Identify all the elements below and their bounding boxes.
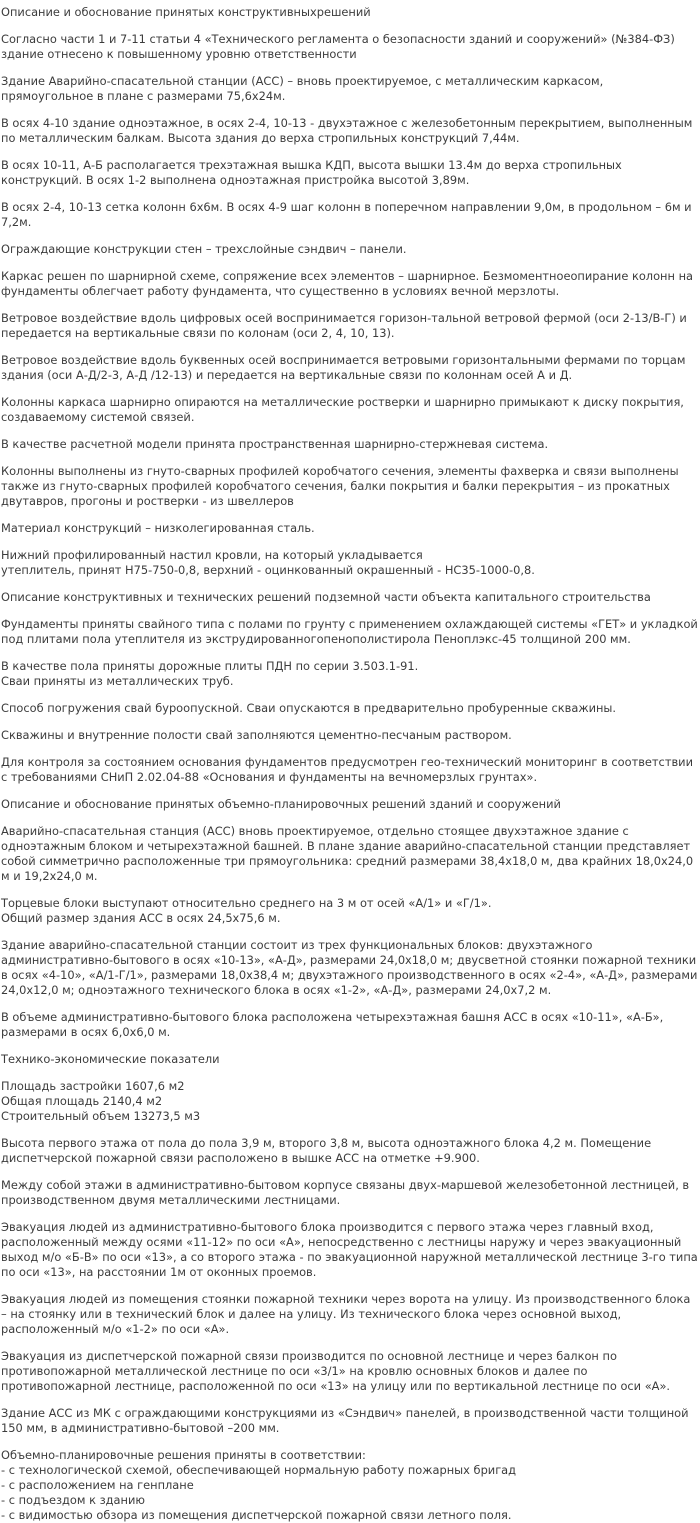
paragraph: Фундаменты приняты свайного типа с полами по грунту с применением охлаждающей системы «ГЕТ» и укладкой под плитами пола утеплителя из экструдированногопенополистирола Пеноплэкс-45 толщиной 200 мм.	[1, 617, 698, 646]
paragraph: Аварийно-спасательная станция (АСС) вновь проектируемое, отдельно стоящее двухэтажное здание с одноэтажным блоком и четырехэтажной башней. В плане здание аварийно-спасательной станции представляет собой симметрично расположенные три прямоугольника: средний размерами 38,4х18,0 м, два крайних 18,0х24,0 м и 19,2х24,0 м.	[1, 824, 694, 883]
paragraph: В осях 4-10 здание одноэтажное, в осях 2-4, 10-13 - двухэтажное с железобетонным перекрытием, выполненным по металлическим балкам. Высота здания до верха стропильных конструкций 7,44м.	[1, 116, 693, 145]
paragraph: Описание конструктивных и технических решений подземной части объекта капитального строительства	[1, 590, 651, 604]
paragraph: В объеме административно-бытового блока расположена четырехэтажная башня АСС в осях «10-11», «А-Б», размерами в осях 6,0х6,0 м.	[1, 1010, 664, 1039]
paragraph: Эвакуация людей из административно-бытового блока производится с первого этажа через главный вход, расположенный между осями «11-12» по оси «А», непосредственно с лестницы наружу и через эвакуационный выход м/о «Б-В» по оси «13», а со второго этажа - по эвакуационной наружной металлической лестнице 3-го типа по оси «13», на расстоянии 1м от оконных проемов.	[1, 1220, 698, 1279]
paragraph: Скважины и внутренние полости свай заполняются цементно-песчаным раствором.	[1, 728, 512, 742]
paragraph: Материал конструкций – низколегированная сталь.	[1, 521, 315, 535]
paragraph: Ограждающие конструкции стен – трехслойные сэндвич – панели.	[1, 242, 407, 256]
paragraph: Колонны выполнены из гнуто-сварных профилей коробчатого сечения, элементы фахверка и связи выполнены также из гнуто-сварных профилей коробчатого сечения, балки покрытия и балки перекрытия – из прокатных двутавров, прогоны и ростверки - из швеллеров	[1, 464, 679, 508]
paragraph: Ветровое воздействие вдоль буквенных осей воспринимается ветровыми горизонтальными фермами по торцам здания (оси А-Д/2-3, А-Д /12-13) и передается на вертикальные связи по колоннам осей А и Д.	[1, 353, 686, 382]
paragraph: Объемно-планировочные решения приняты в соответствии: - с технологической схемой, обеспечивающей нормальную работу пожарных бригад - с расположением на генплане - с подъездом к зданию - с видимостью обзора из помещения диспетчерской пожарной связи летного поля.	[1, 1448, 517, 1522]
paragraph: Технико-экономические показатели	[1, 1052, 220, 1066]
paragraph: Торцевые блоки выступают относительно среднего на 3 м от осей «А/1» и «Г/1». Общий размер здания АСС в осях 24,5х75,6 м.	[1, 896, 492, 925]
paragraph: Нижний профилированный настил кровли, на который укладывается утеплитель, принят Н75-750-0,8, верхний - оцинкованный окрашенный - НС35-1000-0,8.	[1, 548, 535, 577]
paragraph: В качестве расчетной модели принята пространственная шарнирно-стержневая система.	[1, 437, 549, 451]
paragraph: Описание и обоснование принятых объемно-планировочных решений зданий и сооружений	[1, 797, 561, 811]
paragraph: Эвакуация из диспетчерской пожарной связи производится по основной лестнице и через балкон по противопожарной металлической лестнице по оси «3/1» на кровлю основных блоков и далее по противопожарной лестнице, расположенной по оси «13» на улицу или по вертикальной лестнице по оси «А».	[1, 1349, 671, 1393]
paragraph: Между собой этажи в административно-бытовом корпусе связаны двух-маршевой железобетонной лестницей, в производственном двумя металлическими лестницами.	[1, 1178, 690, 1207]
paragraph: В осях 10-11, А-Б располагается трехэтажная вышка КДП, высота вышки 13.4м до верха стропильных конструкций. В осях 1-2 выполнена одноэтажная пристройка высотой 3,89м.	[1, 158, 622, 187]
paragraph: В осях 2-4, 10-13 сетка колонн 6х6м. В осях 4-9 шаг колонн в поперечном направлении 9,0м, в продольном – 6м и 7,2м.	[1, 200, 692, 229]
paragraph: Способ погружения свай буроопускной. Сваи опускаются в предварительно пробуренные скважины.	[1, 701, 617, 715]
paragraph: Здание аварийно-спасательной станции состоит из трех функциональных блоков: двухэтажного административно-бытового в осях «10-13», «А-Д», размерами 24,0х18,0 м; двусветной стоянки пожарной техники в осях «4-10», «А/1-Г/1», размерами 18,0х38,4 м; двухэтажного производственного в осях «2-4», «А-Д», размерами 24,0х12,0 м; одноэтажного технического блока в осях «1-2», «А-Д», размерами 24,0х7,2 м.	[1, 938, 698, 997]
paragraph: Ветровое воздействие вдоль цифровых осей воспринимается горизон-тальной ветровой фермой (оси 2-13/В-Г) и передается на вертикальные связи по колонам (оси 2, 4, 10, 13).	[1, 311, 687, 340]
paragraph: Эвакуация людей из помещения стоянки пожарной техники через ворота на улицу. Из производственного блока – на стоянку или в технический блок и далее на улицу. Из технического блока через основной выход, расположенный м/о «1-2» по оси «А».	[1, 1292, 691, 1336]
paragraph: Описание и обоснование принятых конструктивныхрешений	[1, 5, 371, 19]
paragraph: Здание Аварийно-спасательной станции (АСС) – вновь проектируемое, с металлическим каркасом, прямоугольное в плане с размерами 75,6х24м.	[1, 74, 604, 103]
paragraph: Для контроля за состоянием основания фундаментов предусмотрен гео-технический мониторинг в соответствии с требованиями СНиП 2.02.04-88 «Основания и фундаменты на вечномерзлых грунтах».	[1, 755, 693, 784]
paragraph: Здание АСС из МК с ограждающими конструкциями из «Сэндвич» панелей, в производственной части толщиной 150 мм, в административно-бытовой –200 мм.	[1, 1406, 689, 1435]
paragraph: Высота первого этажа от пола до пола 3,9 м, второго 3,8 м, высота одноэтажного блока 4,2 м. Помещение диспетчерской пожарной связи расположено в вышке АСС на отметке +9.900.	[1, 1136, 652, 1165]
paragraph: Согласно части 1 и 7-11 статьи 4 «Технического регламента о безопасности зданий и сооружений» (№384-ФЗ) здание отнесено к повышенному уровню ответственности	[1, 32, 675, 61]
paragraph: Каркас решен по шарнирной схеме, сопряжение всех элементов – шарнирное. Безмоментноеопирание колонн на фундаменты облегчает работу фундамента, что существенно в условиях вечной мерзлоты.	[1, 269, 693, 298]
paragraph: В качестве пола приняты дорожные плиты ПДН по серии 3.503.1-91. Сваи приняты из металлических труб.	[1, 659, 419, 688]
paragraph: Площадь застройки 1607,6 м2 Общая площадь 2140,4 м2 Строительный объем 13273,5 м3	[1, 1079, 201, 1123]
paragraph: Колонны каркаса шарнирно опираются на металлические ростверки и шарнирно примыкают к диску покрытия, создаваемому системой связей.	[1, 395, 684, 424]
